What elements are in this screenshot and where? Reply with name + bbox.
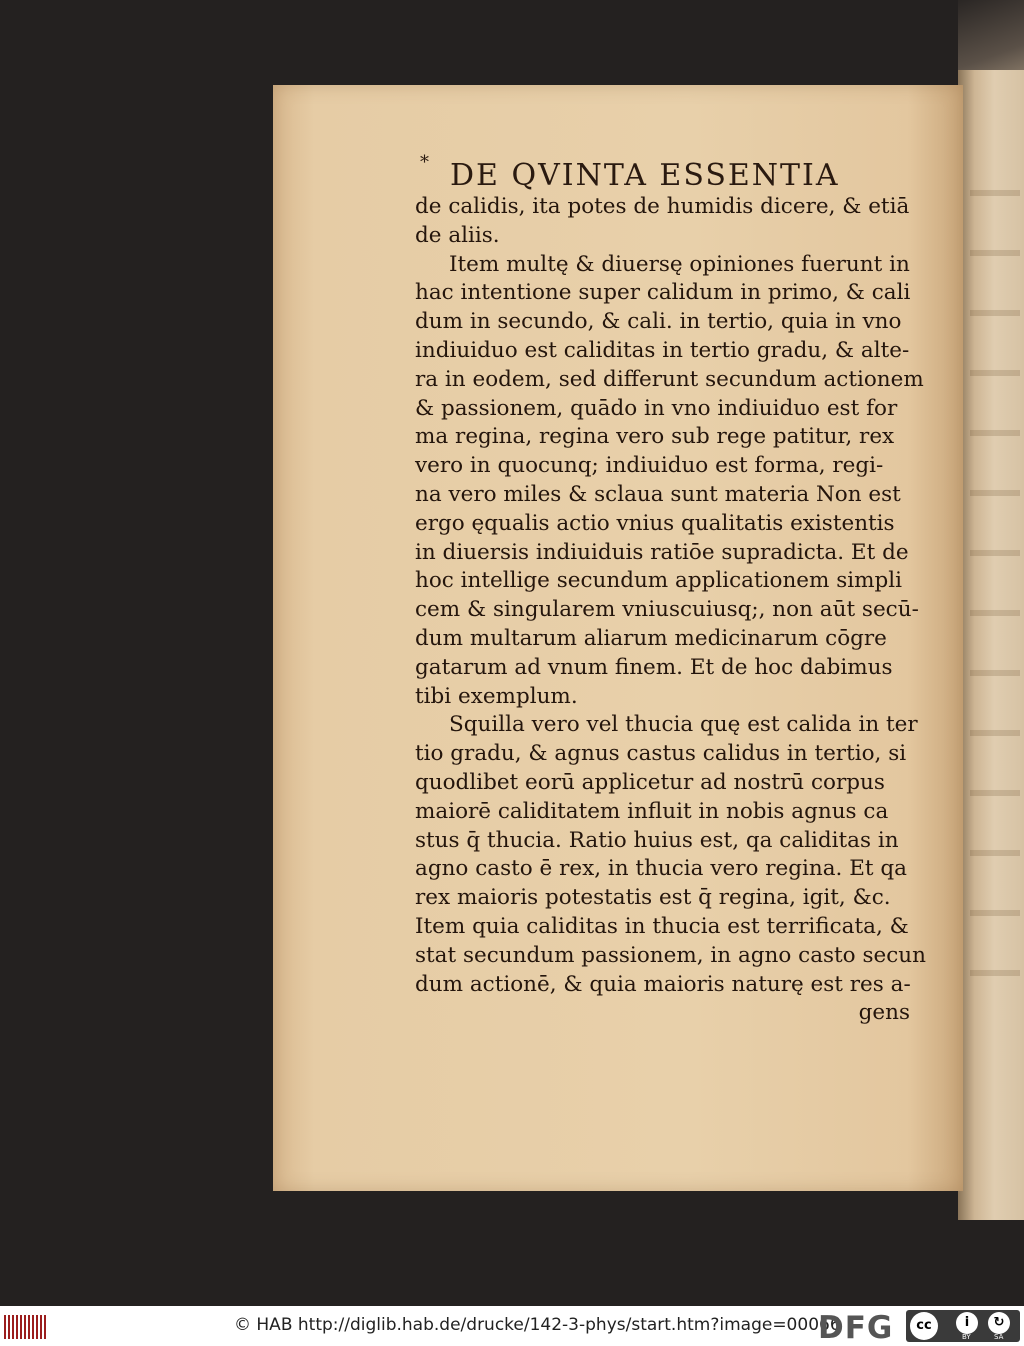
dfg-logo[interactable]: DFG [818,1310,894,1346]
by-icon: i [956,1312,978,1334]
text-line: de aliis. [415,222,500,248]
by-label: BY [962,1333,971,1341]
text-line: dum actionē, & quia maioris naturę est res a- [415,971,911,997]
text-line: maiorē caliditatem influit in nobis agnus ca [415,798,889,824]
text-line: gatarum ad vnum finem. Et de hoc dabimus [415,654,893,680]
page-heading: DE QVINTA ESSENTIA [450,158,840,193]
text-line: Squilla vero vel thucia quę est calida in ter [449,712,918,738]
viewer-footer [0,1306,1024,1346]
text-line: na vero miles & sclaua sunt materia Non est [415,481,901,507]
text-line: in diuersis indiuiduis ratiōe supradicta. Et de [415,539,909,565]
sa-icon: ↻ [988,1312,1010,1334]
text-line: dum in secundo, & cali. in tertio, quia in vno [415,309,902,335]
text-line: cem & singularem vniuscuiusq;, non aūt secū- [415,597,919,623]
text-line: indiuiduo est caliditas in tertio gradu, & alte- [415,337,910,363]
marginal-mark: * [420,152,429,173]
text-line: & passionem, quādo in vno indiuiduo est for [415,395,898,421]
text-line: tibi exemplum. [415,683,578,709]
text-line: agno casto ē rex, in thucia vero regina. Et qa [415,856,907,882]
text-line: de calidis, ita potes de humidis dicere, & etiā [415,194,910,219]
text-line: Item multę & diuersę opiniones fuerunt in [449,251,910,277]
text-line: Item quia caliditas in thucia est terrificata, & [415,913,909,939]
catchword: gens [858,1000,910,1026]
cc-icon: cc [910,1312,938,1340]
text-line: vero in quocunq; indiuiduo est forma, regi- [415,453,884,479]
text-line: hac intentione super calidum in primo, & cali [415,280,911,306]
text-line: hoc intellige secundum applicationem simpli [415,568,903,594]
text-line: ma regina, regina vero sub rege patitur, rex [415,424,895,450]
cc-license-badge[interactable] [906,1310,1020,1342]
source-link[interactable]: © HAB http://diglib.hab.de/drucke/142-3-phys/start.htm?image=00066 [234,1315,841,1335]
text-line: tio gradu, & agnus castus calidus in tertio, si [415,741,907,767]
text-line: ra in eodem, sed differunt secundum actionem [415,366,924,392]
text-line: stus q̄ thucia. Ratio huius est, qa caliditas in [415,827,899,853]
text-line: dum multarum aliarum medicinarum cōgre [415,625,887,651]
hab-logo-icon[interactable] [4,1314,48,1340]
text-line: ergo ęqualis actio vnius qualitatis existentis [415,510,895,536]
sa-label: SA [994,1333,1004,1341]
body-text [415,193,926,1028]
text-line: rex maioris potestatis est q̄ regina, igit, &c. [415,885,891,911]
adjacent-page-edge [958,70,1024,1220]
text-line: stat secundum passionem, in agno casto secun [415,942,926,968]
text-line: quodlibet eorū applicetur ad nostrū corpus [415,769,885,795]
